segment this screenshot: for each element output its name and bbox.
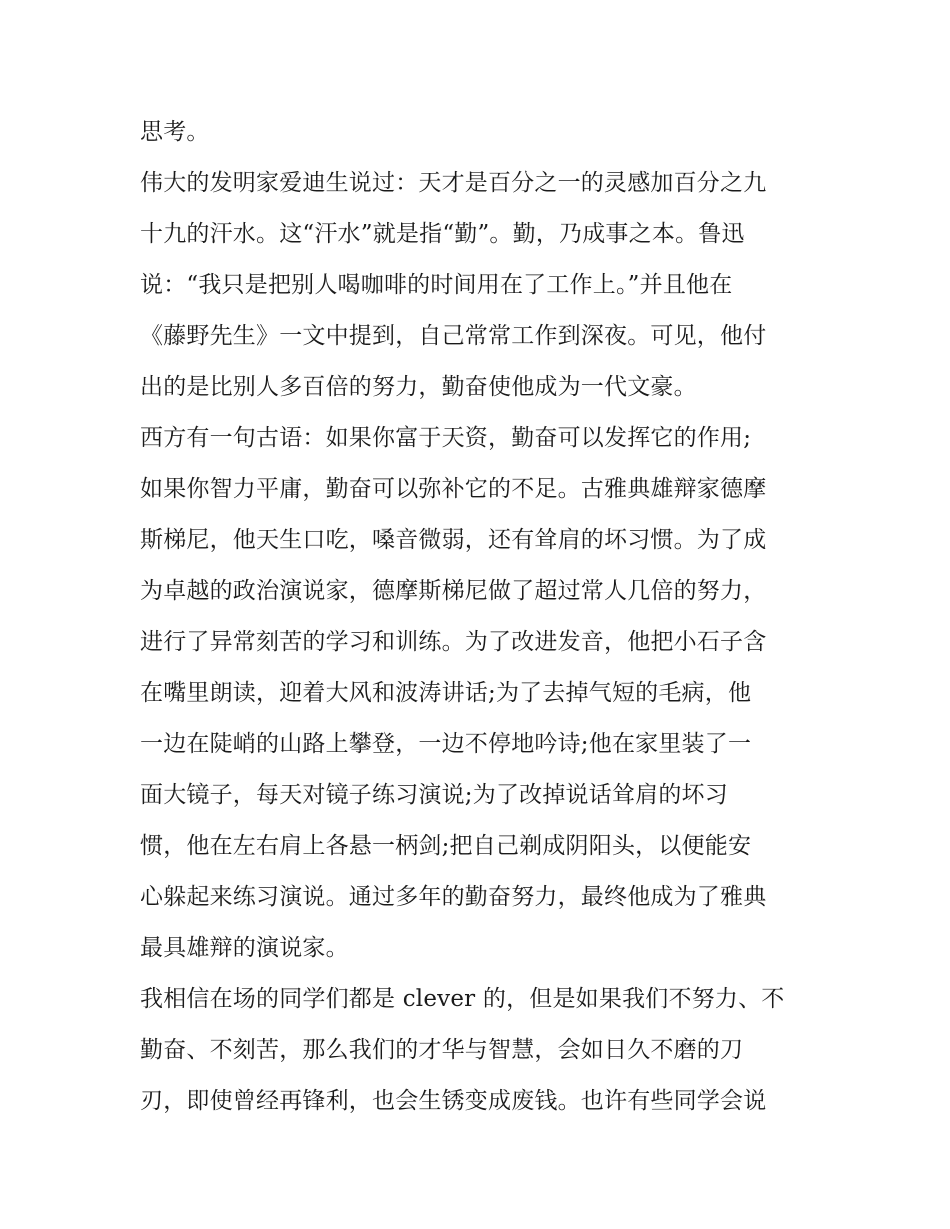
text-line-14: 面大镜子，每天对镜子练习演说;为了改掉说话耸肩的坏习 [140, 782, 728, 808]
text-line-15: 惯，他在左右肩上各悬一柄剑;把自己剃成阴阳头，以便能安 [140, 833, 752, 859]
text-line-1: 思考。 [140, 119, 210, 145]
text-line-8: 如果你智力平庸，勤奋可以弥补它的不足。古雅典雄辩家德摩 [140, 476, 767, 502]
text-line-4: 说：“我只是把别人喝咖啡的时间用在了工作上。”并且他在 [140, 272, 733, 298]
text-line-3: 十九的汗水。这“汗水”就是指“勤”。勤，乃成事之本。鲁迅 [140, 221, 745, 247]
text-line-9: 斯梯尼，他天生口吃，嗓音微弱，还有耸肩的坏习惯。为了成 [140, 527, 767, 553]
text-line-6: 出的是比别人多百倍的努力，勤奋使他成为一代文豪。 [140, 374, 697, 400]
text-line-13: 一边在陡峭的山路上攀登，一边不停地吟诗;他在家里装了一 [140, 731, 752, 757]
text-line-7: 西方有一句古语：如果你富于天资，勤奋可以发挥它的作用; [140, 425, 752, 451]
document-body [140, 107, 830, 1127]
text-line-2: 伟大的发明家爱迪生说过：天才是百分之一的灵感加百分之九 [140, 170, 767, 196]
text-line-12: 在嘴里朗读，迎着大风和波涛讲话;为了去掉气短的毛病，他 [140, 680, 752, 706]
text-line-17: 最具雄辩的演说家。 [140, 935, 349, 961]
text-line-10: 为卓越的政治演说家，德摩斯梯尼做了超过常人几倍的努力， [140, 578, 767, 604]
text-line-19: 勤奋、不刻苦，那么我们的才华与智慧，会如日久不磨的刀 [140, 1037, 744, 1063]
text-line-5: 《藤野先生》一文中提到，自己常常工作到深夜。可见，他付 [140, 323, 767, 349]
text-line-11: 进行了异常刻苦的学习和训练。为了改进发音，他把小石子含 [140, 629, 767, 655]
text-line-20: 刃，即使曾经再锋利，也会生锈变成废钱。也许有些同学会说 [140, 1088, 767, 1114]
text-line-18: 我相信在场的同学们都是 clever 的，但是如果我们不努力、不 [140, 986, 785, 1012]
text-line-16: 心躲起来练习演说。通过多年的勤奋努力，最终他成为了雅典 [140, 884, 767, 910]
